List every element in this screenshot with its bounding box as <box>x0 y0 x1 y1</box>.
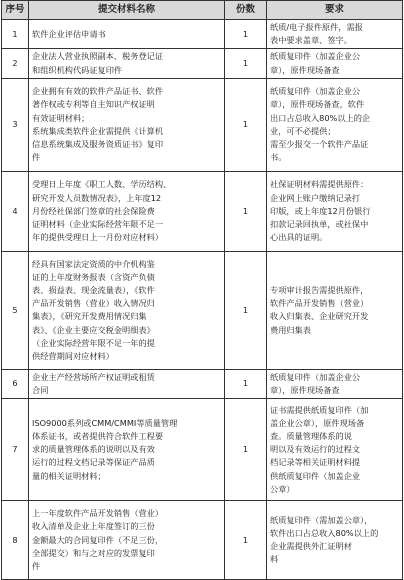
requirement-line: 书。 <box>270 152 287 163</box>
material-name-line: 件 <box>32 561 41 572</box>
material-name <box>29 399 225 501</box>
requirement-line: 盖企业公章），原件现场备 <box>270 417 365 428</box>
materials-table <box>1 0 403 580</box>
material-name-line: 经具有国家法定资质的中介机构鉴 <box>32 258 155 269</box>
table-row <box>2 49 403 78</box>
table-row <box>2 369 403 398</box>
requirement-line: 表中要求盖章、签字。 <box>270 35 352 46</box>
requirement-line: 印版，或上年度12月份银行 <box>270 205 371 216</box>
requirement-line: 章），原件现场备查 <box>270 385 340 396</box>
material-name-line: 体系证书，或者提供符合软件工程要 <box>32 430 164 441</box>
material-name-line: 全部提交）和与之对应的发票复印 <box>32 547 155 558</box>
material-name-line: 企业法人营业执照副本、税务登记证 <box>32 51 164 62</box>
requirement-line: 需至少报交一个软件产品证 <box>270 139 369 150</box>
header-no: 序号 <box>2 1 29 20</box>
copies-count: 1 <box>225 171 267 251</box>
material-name-line: 产品开发销售（营业）收入情况归 <box>32 298 155 309</box>
copies-count: 1 <box>225 369 267 398</box>
header-requirement: 要求 <box>267 1 403 20</box>
material-name-line: 集表》，《研究开发费用情况归集 <box>32 311 147 322</box>
material-name <box>29 49 225 78</box>
material-name-line: 企业主产经营场所产权证明或租赁 <box>32 371 155 382</box>
material-name-line: 企业拥有有效的软件产品证书、软件 <box>32 86 164 97</box>
header-name: 提交材料名称 <box>29 1 225 20</box>
requirement <box>267 399 403 501</box>
material-name-line: 研究开发人员数情况表》，上年度12 <box>32 192 162 203</box>
material-name-line: 表、损益表、现金流量表），《软件 <box>32 284 155 295</box>
copies-count: 1 <box>225 251 267 369</box>
requirement-line: 纸质/电子报件原件，需报 <box>270 22 363 32</box>
table-row <box>2 399 403 501</box>
requirement-line: 料 <box>270 554 279 565</box>
requirement <box>267 501 403 580</box>
copies-count: 1 <box>225 399 267 501</box>
requirement-line: 业，可不必提供； <box>270 125 336 136</box>
requirement <box>267 78 403 171</box>
copies-count: 1 <box>225 49 267 78</box>
requirement-line: 收入归集表、企业研究开发 <box>270 311 369 322</box>
requirement-line: 公章） <box>270 483 295 494</box>
material-name-line: 月份经社保部门签章的社会保险费 <box>32 205 155 216</box>
requirement-line: 扣款记录回执单，或社保中 <box>270 218 369 229</box>
row-number: 6 <box>2 369 29 398</box>
material-name-line: 年的提供受理日上一月份对应材料） <box>32 232 164 243</box>
material-name-line: 著作权或专利等自主知识产权证明 <box>32 99 155 110</box>
row-number: 7 <box>2 399 29 501</box>
material-name-line: 件 <box>32 152 41 163</box>
row-number: 4 <box>2 171 29 251</box>
material-name-line: 求的质量管理体系的说明以及有效 <box>32 444 155 455</box>
row-number: 5 <box>2 251 29 369</box>
material-name <box>29 20 225 49</box>
requirement-line: 档记录等相关证明材料提 <box>270 457 361 468</box>
copies-count: 1 <box>225 20 267 49</box>
material-name-line: 受理日上年度《职工人数、学历结构、 <box>32 179 172 190</box>
requirement-line: 章），原件现场备查，软件 <box>270 99 365 110</box>
requirement-line: 企业需提供外汇证明材 <box>270 541 352 552</box>
material-name <box>29 369 225 398</box>
requirement-line: 软件产品开发销售（营业） <box>270 298 369 309</box>
material-name <box>29 501 225 580</box>
table-row <box>2 78 403 171</box>
table-row <box>2 501 403 580</box>
table-row <box>2 251 403 369</box>
row-number: 2 <box>2 49 29 78</box>
material-name-line: 运行的过程文档记录等保证产品质 <box>32 457 155 468</box>
material-name-line: 和组织机构代码证复印件 <box>32 64 123 75</box>
requirement-line: 章），原件现场备查 <box>270 64 340 75</box>
requirement <box>267 171 403 251</box>
requirement <box>267 251 403 369</box>
table-body <box>2 20 403 580</box>
material-name-line: ISO9000系列或CMM/CMMI等质量管理 <box>32 417 178 428</box>
row-number: 8 <box>2 501 29 580</box>
requirement-line: 费用归集表 <box>270 324 311 335</box>
material-name-line: 收入清单及企业上年度签订的三份 <box>32 521 155 532</box>
requirement-line: 企业网上账户缴纳记录打 <box>270 192 361 203</box>
material-name-line: 上一年度软件产品开发销售（营业） <box>32 508 164 519</box>
material-name <box>29 78 225 171</box>
requirement-line: 心出具的证明。 <box>270 232 328 243</box>
row-number: 1 <box>2 20 29 49</box>
requirement <box>267 369 403 398</box>
material-name-line: （企业实际经营年限不足一年的提 <box>32 337 155 348</box>
requirement-line: 软件出口占总收入80%以上的 <box>270 528 379 539</box>
requirement-line: 明以及有效运行的过程文 <box>270 444 361 455</box>
row-number: 3 <box>2 78 29 171</box>
copies-count: 1 <box>225 501 267 580</box>
material-name <box>29 171 225 251</box>
material-name-line: 证明材料（企业实际经营年限不足一 <box>32 218 164 229</box>
table-header-row <box>2 1 403 20</box>
requirement-line: 纸质复印件（加盖企业公 <box>270 86 361 97</box>
material-name-line: 系统集成类软件企业需提供《计算机 <box>32 125 164 136</box>
material-name-line: 金额最大的合同复印件（不足三份， <box>32 534 164 545</box>
material-name-line: 有效证明材料； <box>32 112 90 123</box>
requirement-line: 出口占总收入80%以上的企 <box>270 112 371 123</box>
requirement-line: 纸质复印件（加盖企业公 <box>270 371 361 382</box>
material-name-line: 信息系统集成及服务资质证书》复印 <box>32 139 164 150</box>
header-copies: 份数 <box>225 1 267 20</box>
material-name-line: 软件企业评估申请书 <box>32 28 106 39</box>
requirement <box>267 49 403 78</box>
material-name-line: 量的相关证明材料； <box>32 470 106 481</box>
requirement-line: 纸质复印件（加盖企业公 <box>270 51 361 62</box>
material-name-line: 表》、《企业主要应交税金明细表》 <box>32 324 155 335</box>
requirement-line: 社保证明材料需提供原件： <box>270 179 369 190</box>
requirement-line: 查。质量管理体系的说 <box>270 430 352 441</box>
material-name-line: 证的上年度财务报表（含资产负债 <box>32 271 155 282</box>
material-name-line: 供经营期间对应材料） <box>32 350 114 361</box>
requirement <box>267 20 403 49</box>
copies-count: 1 <box>225 78 267 171</box>
material-name-line: 合同 <box>32 385 49 396</box>
requirement-line: 证书需提供纸质复印件（加 <box>270 404 369 415</box>
material-name <box>29 251 225 369</box>
requirement-line: 专项审计报告需提供原件， <box>270 284 369 295</box>
requirement-line: 供纸质复印件（加盖企业 <box>270 470 361 481</box>
table-row <box>2 171 403 251</box>
requirement-line: 纸质复印件（需加盖公章）， <box>270 514 373 525</box>
table-row <box>2 20 403 49</box>
